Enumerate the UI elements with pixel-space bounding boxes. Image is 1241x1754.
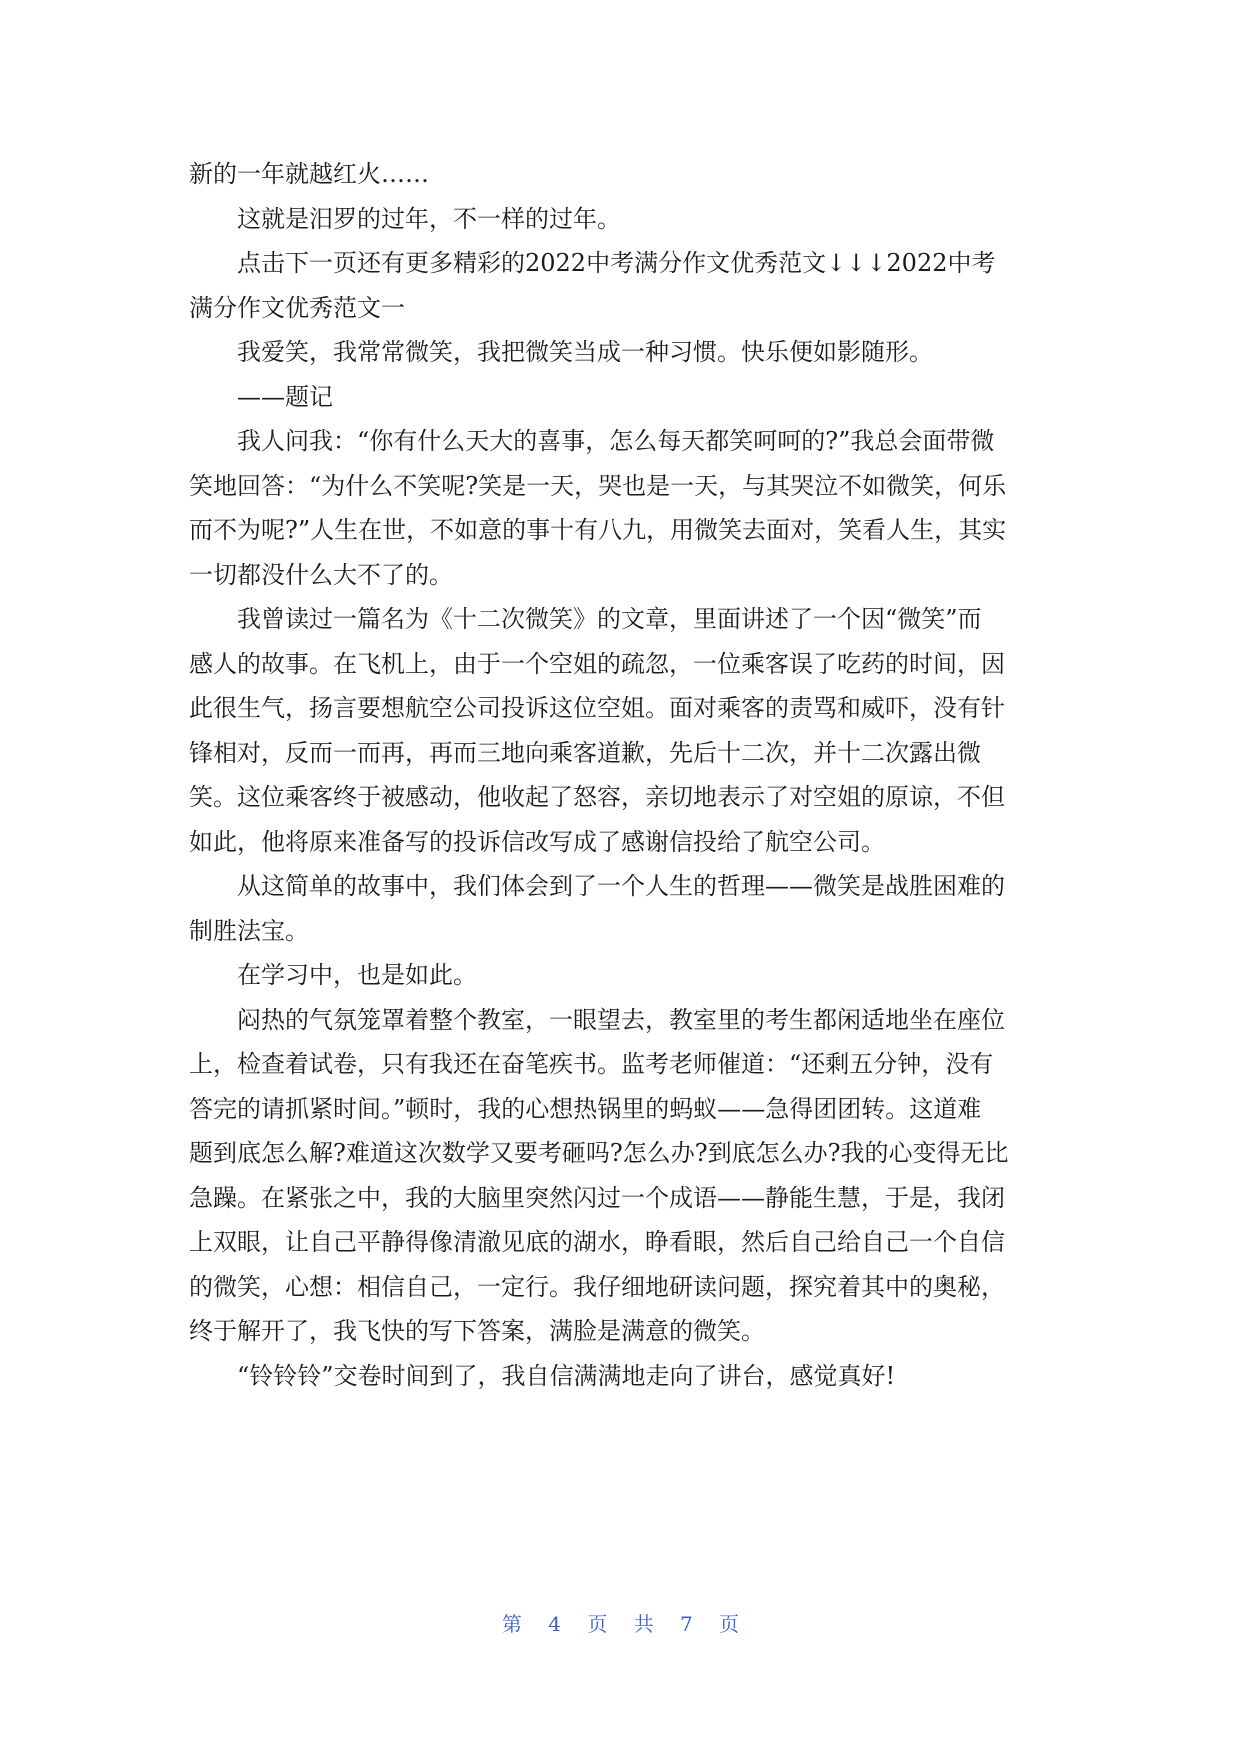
text-line: 上，检查着试卷，只有我还在奋笔疾书。监考老师催道：“还剩五分钟，没有 xyxy=(189,1050,994,1078)
text-line: 从这简单的故事中，我们体会到了一个人生的哲理——微笑是战胜困难的 xyxy=(237,872,1005,900)
text-line: 闷热的气氛笼罩着整个教室，一眼望去，教室里的考生都闲适地坐在座位 xyxy=(237,1005,1005,1034)
text-line: 新的一年就越红火…… xyxy=(189,160,429,188)
footer-current-page: 4 xyxy=(548,1612,561,1636)
text-line: 满分作文优秀范文一 xyxy=(189,293,405,322)
text-line: 终于解开了，我飞快的写下答案，满脸是满意的微笑。 xyxy=(189,1317,765,1345)
document-body xyxy=(189,152,1057,1398)
text-line: 感人的故事。在飞机上，由于一个空姐的疏忽，一位乘客误了吃药的时间，因 xyxy=(189,649,1005,678)
text-line: “铃铃铃”交卷时间到了，我自信满满地走向了讲台，感觉真好! xyxy=(237,1361,896,1390)
text-line: 锋相对，反而一而再，再而三地向乘客道歉，先后十二次，并十二次露出微 xyxy=(189,738,981,767)
text-line: 点击下一页还有更多精彩的2022中考满分作文优秀范文↓↓↓2022中考 xyxy=(237,249,996,277)
footer-gong: 共 xyxy=(633,1612,654,1636)
text-line: 这就是汨罗的过年，不一样的过年。 xyxy=(237,204,621,233)
text-line: 答完的请抓紧时间。”顿时，我的心想热锅里的蚂蚁——急得团团转。这道难 xyxy=(189,1094,982,1123)
epigraph-attribution: ——题记 xyxy=(237,382,333,411)
page-footer xyxy=(0,1608,1241,1637)
text-line: 题到底怎么解?难道这次数学又要考砸吗?怎么办?到底怎么办?我的心变得无比 xyxy=(189,1139,1009,1167)
text-line: 而不为呢?”人生在世，不如意的事十有八九，用微笑去面对，笑看人生，其实 xyxy=(189,516,1007,544)
text-line: 制胜法宝。 xyxy=(189,916,309,945)
text-line: 在学习中，也是如此。 xyxy=(237,961,477,989)
text-line: 上双眼，让自己平静得像清澈见底的湖水，睁看眼，然后自己给自己一个自信 xyxy=(189,1228,1005,1256)
text-line: 笑。这位乘客终于被感动，他收起了怒容，亲切地表示了对空姐的原谅，不但 xyxy=(189,783,1005,811)
text-line: 笑地回答：“为什么不笑呢?笑是一天，哭也是一天，与其哭泣不如微笑，何乐 xyxy=(189,471,1007,500)
text-line: 我人问我：“你有什么天大的喜事，怎么每天都笑呵呵的?”我总会面带微 xyxy=(237,427,995,455)
text-line: 的微笑，心想：相信自己，一定行。我仔细地研读问题，探究着其中的奥秘， xyxy=(189,1272,1005,1301)
text-line: 急躁。在紧张之中，我的大脑里突然闪过一个成语——静能生慧，于是，我闭 xyxy=(189,1183,1005,1212)
text-line: 我爱笑，我常常微笑，我把微笑当成一种习惯。快乐便如影随形。 xyxy=(237,338,933,366)
text-line: 此很生气，扬言要想航空公司投诉这位空姐。面对乘客的责骂和威吓，没有针 xyxy=(189,694,1005,722)
text-line: 如此，他将原来准备写的投诉信改写成了感谢信投给了航空公司。 xyxy=(189,827,885,856)
text-line: 我曾读过一篇名为《十二次微笑》的文章，里面讲述了一个因“微笑”而 xyxy=(237,605,982,633)
footer-ye: 页 xyxy=(587,1612,608,1636)
footer-ye2: 页 xyxy=(719,1612,740,1636)
text-line: 一切都没什么大不了的。 xyxy=(189,560,453,589)
footer-total-pages: 7 xyxy=(680,1612,693,1636)
footer-di: 第 xyxy=(501,1612,522,1636)
